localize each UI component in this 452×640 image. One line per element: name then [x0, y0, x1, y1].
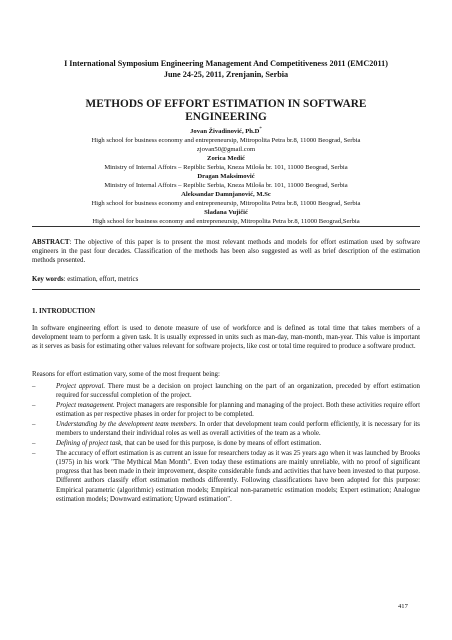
- list-dash: –: [32, 440, 36, 447]
- author-name: Aleksandar Damnjanović, M.Sc: [181, 191, 271, 199]
- author-name: Zorica Medić: [207, 155, 245, 163]
- author-name: Jovan Živadinović, Ph.D: [190, 128, 260, 136]
- author-entry: [10, 190, 442, 199]
- keywords-text: : estimation, effort, metrics: [63, 276, 139, 283]
- list-item-term: Understanding by the development team members.: [56, 421, 198, 428]
- list-item-term: Project approval.: [56, 383, 106, 390]
- author-affiliation: High school for business economy and entrepreneursip, Mitropolita Petra br.8, 11000 Beograd, Serbia: [91, 137, 361, 145]
- list-dash: –: [32, 383, 36, 390]
- list-item-text: Project managers are responsible for planning and managing of the project. Both these activities require effort estimation as per respective phases in order for project to be completed.: [56, 402, 420, 419]
- paper-title: [60, 98, 392, 124]
- title-line-2: ENGINEERING: [185, 111, 267, 123]
- author-name: Slađana Vujičić: [204, 209, 248, 217]
- keywords: [32, 275, 420, 284]
- list-dash: –: [32, 449, 36, 457]
- conference-name: I International Symposium Engineering Management And Competitiveness 2011 (EMC2011): [64, 59, 388, 68]
- author-email: zjovan50@gmail.com: [196, 146, 256, 154]
- list-item: [32, 449, 420, 504]
- author-affiliation: High school for business economy and entrepreneursip, Mitropolita Petra br.8, 11000 Beograd, Serbia: [91, 200, 361, 208]
- keywords-label: Key words: [32, 276, 64, 283]
- author-entry: [10, 154, 442, 163]
- conference-date-location: June 24-25, 2011, Zrenjanin, Serbia: [163, 70, 289, 79]
- intro-paragraph: In software engineering effort is used to denote measure of use of workforce and is defined as total time that takes members of a development team to perform a given task. It is usually expressed in units such as man-day, man-month, man-year. This value is important as it serves as basis for estimating other values relevant for software projects, like cost or total time required to produce a software product.: [32, 325, 420, 351]
- list-item-text: that can be used for this purpose, is done by means of effort estimation.: [122, 440, 322, 447]
- author-affiliation: Ministry of Internal Affoirs – Repiblic Serbia, Kneza Miloša br. 101, 11000 Beograd, Serbia: [104, 164, 348, 172]
- list-item: [32, 382, 420, 400]
- section-heading: 1. INTRODUCTION: [32, 307, 96, 315]
- author-block: [10, 125, 442, 226]
- top-divider: [32, 226, 420, 227]
- author-entry: [10, 172, 442, 181]
- author-name: Dragan Maksimović: [197, 173, 255, 181]
- list-dash: –: [32, 421, 36, 428]
- list-item-text: The accuracy of effort estimation is as current an issue for researchers today as it was 25 years ago when it was launched by Brooks (1975) in his work "The Mythical Man Month". Even today these estimations are mainly unreliable, with no proof of significant progress that has been made in their improvement, despite considerable funds and activities that have been invested to that purpose. Different authors classify effort estimation methods differently. Following classifications have been adopted for this purpose: Empirical parametric (algorithmic) estimation models; Empirical non-parametric estimation models; Expert estimation; Analogue estimation models; Downward estimation; Upward estimation".: [56, 449, 420, 503]
- author-affiliation: High school for business economy and entrepreneursip, Mitropolita Petra br.8, 11000 Beograd,Serbia: [92, 218, 360, 226]
- author-affiliation: Ministry of Internal Affoirs – Repiblic Serbia, Kneza Miloša br. 101, 11000 Beograd, Serbia: [104, 182, 348, 190]
- list-item: [32, 420, 420, 438]
- author-entry: [10, 208, 442, 217]
- reasons-list: [32, 382, 420, 505]
- title-line-1: METHODS OF EFFORT ESTIMATION IN SOFTWARE: [85, 98, 367, 110]
- page-number: 417: [398, 603, 408, 610]
- list-item-text: There must be a decision on project launching on the part of an organization, preceded by effort estimation required for successful completion of the project.: [56, 383, 420, 400]
- list-item-term: Project management.: [56, 402, 115, 409]
- list-item: [32, 439, 420, 448]
- author-entry: [10, 125, 442, 136]
- reasons-paragraph: Reasons for effort estimation vary, some of the most frequent being:: [32, 371, 220, 378]
- bottom-divider: [32, 289, 420, 290]
- list-item: [32, 401, 420, 419]
- abstract-label: ABSTRACT: [32, 239, 70, 246]
- abstract-text: : The objective of this paper is to present the most relevant methods and models for effort estimation used by software engineers in the past four decades. Classification of the methods has been also suggested as well as brief description of the estimation methods presented.: [32, 239, 420, 265]
- list-item-text: In order that development team could perform efficiently, it is necessary for its members to understand their individual roles as well as overall activities of the team as a whole.: [56, 421, 420, 438]
- conference-header: [0, 58, 452, 80]
- list-item-term: Defining of project task,: [56, 440, 123, 447]
- list-dash: –: [32, 402, 36, 409]
- abstract: [32, 238, 420, 266]
- corresponding-author-mark: *: [259, 127, 262, 132]
